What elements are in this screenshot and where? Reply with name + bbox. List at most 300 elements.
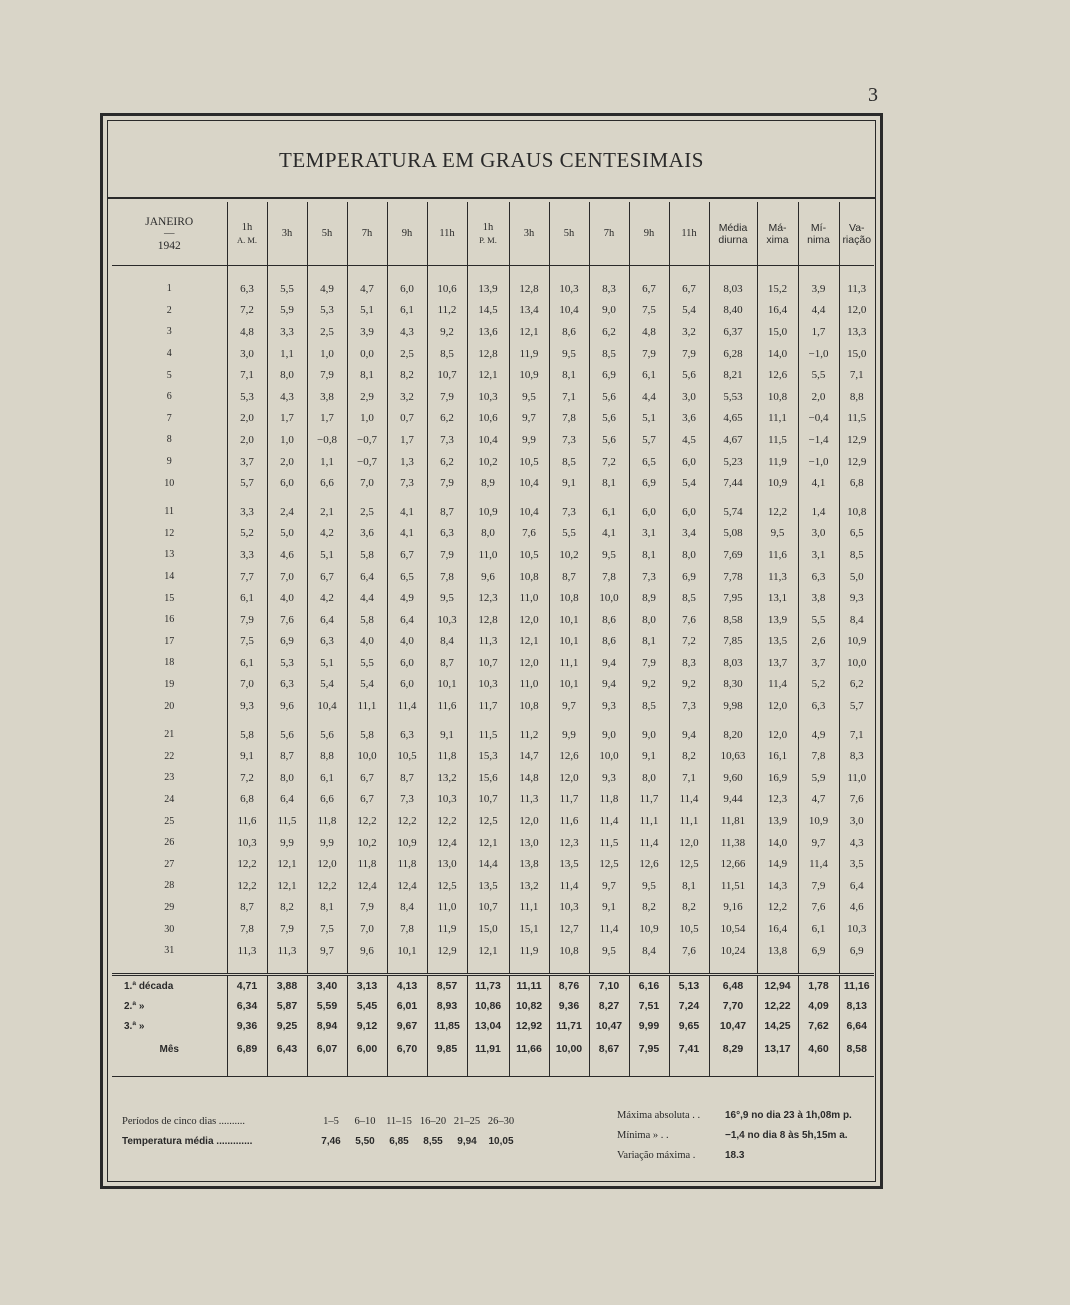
spacer-cell bbox=[549, 717, 589, 724]
table-cell: 7,0 bbox=[267, 566, 307, 588]
table-cell: 12,0 bbox=[509, 810, 549, 832]
table-cell: 11,5 bbox=[267, 810, 307, 832]
table-cell: 4,1 bbox=[589, 523, 629, 545]
table-cell: 5,9 bbox=[798, 767, 839, 789]
table-cell: 8,6 bbox=[549, 321, 589, 343]
table-cell: 6,5 bbox=[629, 451, 669, 473]
day-row bbox=[112, 364, 874, 386]
table-cell: 5,8 bbox=[347, 609, 387, 631]
table-cell: 1,78 bbox=[798, 975, 839, 997]
table-cell: 4,71 bbox=[227, 975, 267, 997]
table-cell: 8,58 bbox=[709, 609, 757, 631]
table-cell: 11,85 bbox=[427, 1016, 467, 1036]
table-cell: 8,1 bbox=[629, 631, 669, 653]
table-cell: 10,7 bbox=[467, 652, 509, 674]
spacer-cell bbox=[839, 266, 874, 279]
table-cell: 8,7 bbox=[387, 767, 427, 789]
table-cell: 7,1 bbox=[839, 724, 874, 746]
table-cell: 12,2 bbox=[387, 810, 427, 832]
table-cell: 6,3 bbox=[227, 278, 267, 300]
footer-summary bbox=[122, 1111, 872, 1171]
table-cell: 10,3 bbox=[427, 789, 467, 811]
spacer-cell bbox=[669, 266, 709, 279]
table-cell: 2,0 bbox=[227, 408, 267, 430]
spacer-cell bbox=[757, 961, 798, 975]
spacer-cell bbox=[757, 266, 798, 279]
spacer-cell bbox=[427, 494, 467, 501]
table-cell: 12,6 bbox=[629, 853, 669, 875]
table-cell: 3,3 bbox=[227, 544, 267, 566]
table-cell: 14,3 bbox=[757, 875, 798, 897]
spacer-row bbox=[112, 961, 874, 975]
spacer-cell bbox=[589, 494, 629, 501]
table-cell: 7,51 bbox=[629, 996, 669, 1016]
table-cell: 15,0 bbox=[757, 321, 798, 343]
table-cell: 2,5 bbox=[387, 343, 427, 365]
table-cell: 8,3 bbox=[839, 745, 874, 767]
table-cell: 10,9 bbox=[798, 810, 839, 832]
table-cell: 8,0 bbox=[629, 767, 669, 789]
table-cell: 4,4 bbox=[629, 386, 669, 408]
spacer-cell bbox=[549, 1062, 589, 1077]
spacer-cell bbox=[839, 494, 874, 501]
table-cell: 16,1 bbox=[757, 745, 798, 767]
table-cell: 8,6 bbox=[589, 609, 629, 631]
table-cell: 10,9 bbox=[387, 832, 427, 854]
table-cell: 14,0 bbox=[757, 343, 798, 365]
table-cell: 7,24 bbox=[669, 996, 709, 1016]
table-cell: 7,6 bbox=[267, 609, 307, 631]
spacer-cell bbox=[709, 494, 757, 501]
var-value: 18.3 bbox=[725, 1149, 745, 1161]
table-cell: 8,20 bbox=[709, 724, 757, 746]
table-cell: 5,5 bbox=[549, 523, 589, 545]
table-cell: 16,4 bbox=[757, 918, 798, 940]
table-cell: 11,3 bbox=[509, 789, 549, 811]
table-cell: 2,4 bbox=[267, 501, 307, 523]
min-label: Mínima » . . bbox=[617, 1129, 669, 1141]
table-cell: 15,1 bbox=[509, 918, 549, 940]
table-cell: 12,9 bbox=[839, 451, 874, 473]
spacer-cell bbox=[549, 494, 589, 501]
table-cell: 4,60 bbox=[798, 1036, 839, 1062]
table-cell: 12,0 bbox=[757, 724, 798, 746]
table-cell: 4,0 bbox=[267, 587, 307, 609]
table-cell: 2,1 bbox=[307, 501, 347, 523]
table-cell: 8,21 bbox=[709, 364, 757, 386]
table-cell: 5,6 bbox=[589, 386, 629, 408]
table-cell: 7,6 bbox=[669, 940, 709, 962]
table-cell: 4,1 bbox=[387, 523, 427, 545]
table-cell: 12,0 bbox=[839, 300, 874, 322]
spacer-cell bbox=[509, 494, 549, 501]
table-cell: 10,8 bbox=[839, 501, 874, 523]
col-header: 3h bbox=[267, 202, 307, 266]
table-cell: 11,1 bbox=[549, 652, 589, 674]
table-cell: 15,2 bbox=[757, 278, 798, 300]
table-cell: 7,95 bbox=[709, 587, 757, 609]
table-cell: 11,0 bbox=[509, 674, 549, 696]
table-cell: 14,25 bbox=[757, 1016, 798, 1036]
table-cell: 6,6 bbox=[307, 472, 347, 494]
table-cell: 12,3 bbox=[549, 832, 589, 854]
day-row bbox=[112, 674, 874, 696]
table-cell: 7,6 bbox=[798, 897, 839, 919]
spacer-cell bbox=[709, 266, 757, 279]
page-number: 3 bbox=[868, 84, 878, 106]
table-cell: 5,59 bbox=[307, 996, 347, 1016]
table-cell: 9,4 bbox=[589, 652, 629, 674]
table-cell: 10,9 bbox=[757, 472, 798, 494]
table-cell: 4,9 bbox=[387, 587, 427, 609]
table-cell: 7,8 bbox=[589, 566, 629, 588]
spacer-cell bbox=[839, 1062, 874, 1077]
table-cell: 7,2 bbox=[669, 631, 709, 653]
table-cell: 6,70 bbox=[387, 1036, 427, 1062]
table-cell: 6,1 bbox=[387, 300, 427, 322]
table-cell: 10,86 bbox=[467, 996, 509, 1016]
table-cell: 5,1 bbox=[307, 652, 347, 674]
table-cell: 11,8 bbox=[307, 810, 347, 832]
table-cell: 3,8 bbox=[307, 386, 347, 408]
table-cell: 5,7 bbox=[227, 472, 267, 494]
mean-temp-value: 9,94 bbox=[457, 1135, 477, 1147]
table-cell: 12,0 bbox=[509, 652, 549, 674]
table-cell: 3,0 bbox=[839, 810, 874, 832]
table-cell: 8,0 bbox=[629, 609, 669, 631]
table-cell: 4,7 bbox=[798, 789, 839, 811]
table-cell: 7,9 bbox=[307, 364, 347, 386]
table-cell: 6,0 bbox=[387, 278, 427, 300]
table-cell: 4,67 bbox=[709, 429, 757, 451]
col-header: 11h bbox=[669, 202, 709, 266]
spacer-cell bbox=[347, 1062, 387, 1077]
table-cell: 7,44 bbox=[709, 472, 757, 494]
table-cell: 8,7 bbox=[227, 897, 267, 919]
table-cell: 11,16 bbox=[839, 975, 874, 997]
col-header: 7h bbox=[347, 202, 387, 266]
table-cell: 7,5 bbox=[629, 300, 669, 322]
table-cell: 11,4 bbox=[669, 789, 709, 811]
table-cell: 12,0 bbox=[549, 767, 589, 789]
table-cell: 3,88 bbox=[267, 975, 307, 997]
table-cell: 12,9 bbox=[839, 429, 874, 451]
table-cell: 10,0 bbox=[589, 745, 629, 767]
table-cell: 8,0 bbox=[669, 544, 709, 566]
spacer-cell bbox=[509, 266, 549, 279]
table-cell: 4,9 bbox=[307, 278, 347, 300]
table-cell: 4,6 bbox=[839, 897, 874, 919]
spacer-cell bbox=[307, 1062, 347, 1077]
table-frame bbox=[100, 113, 883, 1189]
row-label: 24 bbox=[164, 793, 175, 805]
table-cell: 9,16 bbox=[709, 897, 757, 919]
table-cell: 11,4 bbox=[549, 875, 589, 897]
spacer-row bbox=[112, 1062, 874, 1077]
table-cell: 7,9 bbox=[629, 652, 669, 674]
table-cell: 2,6 bbox=[798, 631, 839, 653]
day-row bbox=[112, 832, 874, 854]
table-cell: 11,4 bbox=[629, 832, 669, 854]
table-cell: 0,0 bbox=[347, 343, 387, 365]
table-cell: 12,94 bbox=[757, 975, 798, 997]
table-cell: 9,5 bbox=[589, 940, 629, 962]
table-cell: 10,47 bbox=[589, 1016, 629, 1036]
table-cell: 10,8 bbox=[509, 566, 549, 588]
table-cell: 5,53 bbox=[709, 386, 757, 408]
table-cell: 12,6 bbox=[549, 745, 589, 767]
table-cell: 5,8 bbox=[347, 544, 387, 566]
table-cell: 7,0 bbox=[347, 472, 387, 494]
table-cell: 5,6 bbox=[589, 429, 629, 451]
table-cell: 13,4 bbox=[509, 300, 549, 322]
table-cell: 9,9 bbox=[509, 429, 549, 451]
table-cell: 10,7 bbox=[467, 897, 509, 919]
mean-temp-label: Temperatura média ............. bbox=[122, 1135, 253, 1147]
table-cell: 7,6 bbox=[669, 609, 709, 631]
table-cell: −1,4 bbox=[798, 429, 839, 451]
row-label: 7 bbox=[166, 412, 172, 424]
table-cell: 14,5 bbox=[467, 300, 509, 322]
table-cell: 9,7 bbox=[307, 940, 347, 962]
spacer-cell bbox=[307, 266, 347, 279]
spacer-cell bbox=[427, 266, 467, 279]
table-cell: 8,2 bbox=[267, 897, 307, 919]
table-cell: 9,36 bbox=[227, 1016, 267, 1036]
table-cell: 9,6 bbox=[267, 695, 307, 717]
spacer-cell bbox=[112, 494, 227, 501]
table-cell: 9,0 bbox=[589, 300, 629, 322]
period-value: 6–10 bbox=[354, 1115, 376, 1127]
table-cell: 10,4 bbox=[509, 472, 549, 494]
spacer-cell bbox=[798, 1062, 839, 1077]
table-cell: 10,9 bbox=[509, 364, 549, 386]
table-cell: 10,5 bbox=[669, 918, 709, 940]
table-cell: 6,37 bbox=[709, 321, 757, 343]
table-cell: 8,1 bbox=[629, 544, 669, 566]
table-cell: 1,7 bbox=[798, 321, 839, 343]
table-cell: 7,7 bbox=[227, 566, 267, 588]
table-cell: 6,7 bbox=[347, 767, 387, 789]
table-cell: 1,7 bbox=[267, 408, 307, 430]
day-row bbox=[112, 631, 874, 653]
table-cell: 10,0 bbox=[347, 745, 387, 767]
table-cell: 8,0 bbox=[267, 767, 307, 789]
table-cell: 9,7 bbox=[798, 832, 839, 854]
table-cell: 5,6 bbox=[669, 364, 709, 386]
day-row bbox=[112, 810, 874, 832]
table-cell: 8,76 bbox=[549, 975, 589, 997]
mean-temp-value: 6,85 bbox=[389, 1135, 409, 1147]
table-cell: 10,3 bbox=[549, 897, 589, 919]
table-cell: 6,48 bbox=[709, 975, 757, 997]
table-cell: 7,9 bbox=[798, 875, 839, 897]
spacer-cell bbox=[629, 494, 669, 501]
period-value: 16–20 bbox=[419, 1115, 447, 1127]
table-cell: 9,9 bbox=[307, 832, 347, 854]
table-cell: 13,8 bbox=[509, 853, 549, 875]
table-cell: 9,65 bbox=[669, 1016, 709, 1036]
month-mean-row bbox=[112, 1036, 874, 1062]
max-abs-label: Máxima absoluta . . bbox=[617, 1109, 701, 1121]
table-cell: 9,1 bbox=[589, 897, 629, 919]
table-cell: 10,0 bbox=[839, 652, 874, 674]
period-value: 26–30 bbox=[487, 1115, 515, 1127]
table-cell: 3,9 bbox=[798, 278, 839, 300]
day-row bbox=[112, 343, 874, 365]
table-cell: 12,0 bbox=[307, 853, 347, 875]
row-label: 3.ª » bbox=[124, 1020, 145, 1032]
table-cell: 10,5 bbox=[387, 745, 427, 767]
table-cell: 5,2 bbox=[227, 523, 267, 545]
table-cell: 6,2 bbox=[427, 408, 467, 430]
table-cell: 10,2 bbox=[467, 451, 509, 473]
table-cell: 8,03 bbox=[709, 278, 757, 300]
table-cell: 8,4 bbox=[427, 631, 467, 653]
table-cell: 3,5 bbox=[839, 853, 874, 875]
table-cell: 15,0 bbox=[467, 918, 509, 940]
table-cell: 9,4 bbox=[589, 674, 629, 696]
spacer-cell bbox=[112, 266, 227, 279]
table-cell: 3,3 bbox=[267, 321, 307, 343]
table-cell: 12,2 bbox=[307, 875, 347, 897]
col-header: 9h bbox=[629, 202, 669, 266]
table-cell: 6,1 bbox=[629, 364, 669, 386]
table-cell: 5,4 bbox=[669, 472, 709, 494]
table-cell: 9,7 bbox=[509, 408, 549, 430]
table-cell: 8,9 bbox=[467, 472, 509, 494]
table-cell: 5,1 bbox=[629, 408, 669, 430]
table-cell: 3,7 bbox=[227, 451, 267, 473]
row-label: 2 bbox=[166, 304, 172, 316]
row-label: 16 bbox=[164, 614, 175, 626]
table-cell: −0,8 bbox=[307, 429, 347, 451]
table-cell: 1,0 bbox=[267, 429, 307, 451]
table-cell: 7,0 bbox=[227, 674, 267, 696]
table-cell: 11,0 bbox=[467, 544, 509, 566]
spacer-cell bbox=[798, 961, 839, 975]
table-cell: 12,8 bbox=[509, 278, 549, 300]
row-label: 21 bbox=[164, 729, 175, 741]
spacer-cell bbox=[757, 717, 798, 724]
table-cell: 6,9 bbox=[629, 472, 669, 494]
table-cell: 9,5 bbox=[589, 544, 629, 566]
table-cell: 8,5 bbox=[839, 544, 874, 566]
table-cell: 3,4 bbox=[669, 523, 709, 545]
day-row bbox=[112, 918, 874, 940]
table-cell: 11,8 bbox=[427, 745, 467, 767]
table-cell: 10,9 bbox=[629, 918, 669, 940]
table-cell: 8,1 bbox=[549, 364, 589, 386]
spacer-cell bbox=[267, 266, 307, 279]
table-cell: 5,4 bbox=[347, 674, 387, 696]
table-cell: 7,78 bbox=[709, 566, 757, 588]
col-header: 1h P. M. bbox=[467, 202, 509, 266]
day-row bbox=[112, 472, 874, 494]
table-cell: 7,9 bbox=[427, 472, 467, 494]
table-cell: 5,08 bbox=[709, 523, 757, 545]
table-cell: 6,1 bbox=[227, 587, 267, 609]
table-cell: 7,10 bbox=[589, 975, 629, 997]
row-label: 11 bbox=[164, 506, 175, 518]
table-cell: 5,3 bbox=[307, 300, 347, 322]
col-header: 7h bbox=[589, 202, 629, 266]
table-cell: 8,8 bbox=[307, 745, 347, 767]
day-row bbox=[112, 897, 874, 919]
table-cell: 8,5 bbox=[629, 695, 669, 717]
table-cell: 12,0 bbox=[509, 609, 549, 631]
table-cell: 1,4 bbox=[798, 501, 839, 523]
table-cell: 8,3 bbox=[589, 278, 629, 300]
table-cell: 8,0 bbox=[267, 364, 307, 386]
table-cell: 12,1 bbox=[467, 940, 509, 962]
spacer-cell bbox=[267, 494, 307, 501]
table-cell: 4,65 bbox=[709, 408, 757, 430]
table-cell: 9,36 bbox=[549, 996, 589, 1016]
col-header: Va- riação bbox=[839, 202, 874, 266]
table-cell: 8,4 bbox=[387, 897, 427, 919]
table-cell: 6,0 bbox=[629, 501, 669, 523]
table-cell: 7,95 bbox=[629, 1036, 669, 1062]
table-cell: 6,0 bbox=[669, 451, 709, 473]
table-cell: 10,24 bbox=[709, 940, 757, 962]
table-cell: 3,6 bbox=[347, 523, 387, 545]
table-cell: 10,82 bbox=[509, 996, 549, 1016]
table-cell: 10,47 bbox=[709, 1016, 757, 1036]
spacer-cell bbox=[509, 717, 549, 724]
table-cell: 11,9 bbox=[757, 451, 798, 473]
table-cell: 13,5 bbox=[467, 875, 509, 897]
table-cell: 1,7 bbox=[307, 408, 347, 430]
table-cell: 4,1 bbox=[798, 472, 839, 494]
table-cell: 10,3 bbox=[427, 609, 467, 631]
table-cell: 9,12 bbox=[347, 1016, 387, 1036]
spacer-cell bbox=[709, 1062, 757, 1077]
table-cell: 7,8 bbox=[798, 745, 839, 767]
table-cell: 7,70 bbox=[709, 996, 757, 1016]
spacer-row bbox=[112, 717, 874, 724]
table-cell: 8,1 bbox=[347, 364, 387, 386]
spacer-cell bbox=[709, 717, 757, 724]
table-cell: 6,9 bbox=[669, 566, 709, 588]
table-cell: 4,3 bbox=[839, 832, 874, 854]
spacer-cell bbox=[839, 961, 874, 975]
table-cell: 9,2 bbox=[629, 674, 669, 696]
table-cell: 6,2 bbox=[427, 451, 467, 473]
table-cell: 10,4 bbox=[467, 429, 509, 451]
table-cell: 11,7 bbox=[549, 789, 589, 811]
spacer-cell bbox=[629, 1062, 669, 1077]
table-cell: 5,5 bbox=[798, 609, 839, 631]
table-cell: −0,4 bbox=[798, 408, 839, 430]
table-cell: 9,5 bbox=[629, 875, 669, 897]
table-cell: 12,66 bbox=[709, 853, 757, 875]
table-cell: 6,0 bbox=[669, 501, 709, 523]
table-cell: 11,2 bbox=[427, 300, 467, 322]
table-cell: 7,3 bbox=[427, 429, 467, 451]
spacer-cell bbox=[669, 961, 709, 975]
table-cell: 5,5 bbox=[798, 364, 839, 386]
table-cell: 3,2 bbox=[669, 321, 709, 343]
table-cell: 12,1 bbox=[467, 364, 509, 386]
table-cell: 12,0 bbox=[669, 832, 709, 854]
table-cell: 6,2 bbox=[589, 321, 629, 343]
row-label: 1.ª década bbox=[112, 975, 227, 997]
table-cell: 10,3 bbox=[227, 832, 267, 854]
table-cell: 11,1 bbox=[629, 810, 669, 832]
min-row bbox=[617, 1125, 852, 1145]
table-cell: 14,4 bbox=[467, 853, 509, 875]
